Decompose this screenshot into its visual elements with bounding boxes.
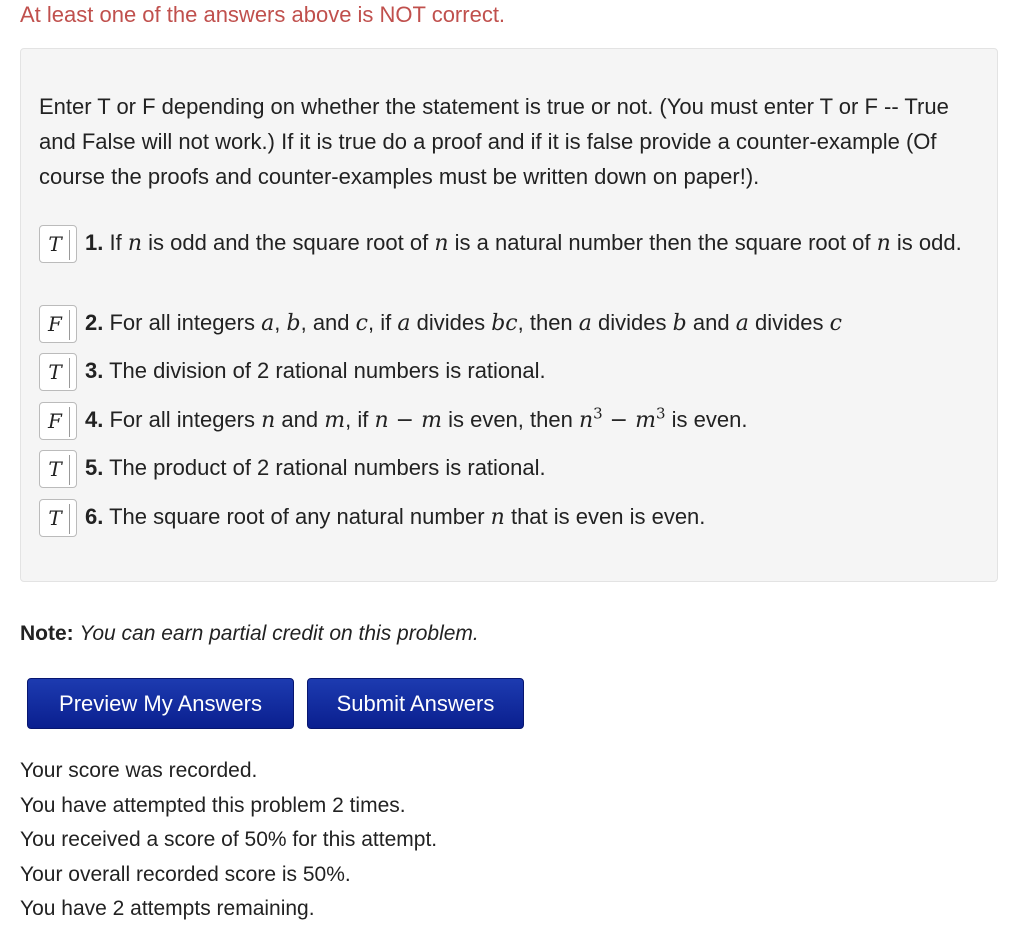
note-text: You can earn partial credit on this problem. bbox=[79, 622, 479, 645]
answer-input-4[interactable] bbox=[39, 402, 77, 440]
question-5 bbox=[39, 450, 546, 488]
text-cursor bbox=[69, 230, 70, 260]
question-number-1: 1. bbox=[85, 230, 104, 255]
math-var: c bbox=[355, 310, 368, 336]
status-line: You have attempted this problem 2 times. bbox=[20, 793, 406, 817]
question-text: that is even is even. bbox=[510, 503, 706, 529]
answer-value-4: F bbox=[48, 409, 62, 433]
feedback-message: At least one of the answers above is NOT correct. bbox=[20, 2, 506, 27]
math-var: n bbox=[578, 407, 594, 433]
preview-answers-button[interactable]: Preview My Answers bbox=[27, 678, 294, 729]
status-line: You have 2 attempts remaining. bbox=[20, 897, 315, 920]
answer-value-3: T bbox=[48, 360, 62, 384]
question-text: The square root of any natural number bbox=[109, 503, 485, 529]
math-var: a bbox=[397, 310, 411, 336]
math-expr bbox=[578, 404, 666, 433]
question-3 bbox=[39, 353, 546, 391]
question-number-3: 3. bbox=[85, 357, 104, 383]
answer-input-5[interactable] bbox=[39, 450, 77, 488]
question-number-2: 2. bbox=[85, 309, 104, 335]
question-text: If bbox=[109, 230, 122, 255]
question-2: F 2. For all integers a, b, and c, if a divides bc, then a divides b and a divides c bbox=[39, 305, 842, 343]
math-var: a bbox=[578, 310, 592, 336]
question-text: then bbox=[529, 309, 573, 335]
question-text: is odd. bbox=[896, 230, 962, 255]
question-text: For all integers bbox=[109, 309, 255, 335]
question-text: divides bbox=[598, 309, 667, 335]
math-var: bc bbox=[491, 310, 518, 336]
math-var: c bbox=[829, 310, 842, 336]
status-line: You received a score of 50% for this attempt. bbox=[20, 828, 438, 851]
question-text: and bbox=[312, 309, 350, 335]
answer-input-6[interactable] bbox=[39, 499, 77, 537]
math-exponent: 3 bbox=[655, 404, 666, 423]
answer-input-2[interactable] bbox=[39, 305, 77, 343]
math-var: m bbox=[635, 407, 656, 433]
problem-instructions: Enter T or F depending on whether the statement is true or not. (You must enter T or F -- True and False will not work.) If it is true do a proof and if it is false provide a counter-example (Of course the proofs and counter-examples must be written down on paper!). bbox=[39, 94, 949, 189]
question-text: and bbox=[692, 309, 730, 335]
math-expr: n − m bbox=[374, 407, 442, 433]
answer-value-2: F bbox=[48, 312, 62, 336]
answer-value-1: T bbox=[48, 232, 62, 257]
score-status bbox=[20, 754, 437, 927]
question-6 bbox=[39, 499, 705, 537]
question-number-5: 5. bbox=[85, 454, 104, 480]
question-text: is a natural number then the square root of bbox=[454, 230, 871, 255]
question-text: For all integers bbox=[109, 406, 255, 432]
question-text: if bbox=[380, 309, 392, 335]
question-text: divides bbox=[416, 309, 486, 335]
question-text: The division of 2 rational numbers is rational. bbox=[109, 357, 546, 383]
question-text: if bbox=[357, 406, 369, 432]
text-cursor bbox=[69, 504, 70, 534]
math-var: n bbox=[876, 231, 891, 256]
text-cursor bbox=[69, 310, 70, 340]
answer-value-5: T bbox=[48, 457, 62, 481]
question-text: is even, then bbox=[448, 406, 573, 432]
question-text: divides bbox=[754, 309, 824, 335]
status-line: Your overall recorded score is 50%. bbox=[20, 862, 351, 886]
submit-answers-button[interactable]: Submit Answers bbox=[307, 678, 524, 729]
note-label: Note: bbox=[20, 622, 74, 645]
question-text: The product of 2 rational numbers is rational. bbox=[109, 454, 546, 480]
question-number-6: 6. bbox=[85, 503, 104, 529]
math-var: n bbox=[434, 231, 449, 256]
question-text: is odd and the square root of bbox=[148, 230, 429, 255]
math-var: b bbox=[286, 310, 301, 336]
math-var: m bbox=[324, 407, 346, 433]
text-cursor bbox=[69, 455, 70, 485]
question-text: and bbox=[281, 406, 319, 432]
question-text: is even. bbox=[671, 406, 748, 432]
status-line: Your score was recorded. bbox=[20, 759, 258, 782]
math-var: n bbox=[490, 504, 505, 530]
question-4: F 4. For all integers n and m, if n − m is even, then $n^3 - m^3$ is even. bbox=[39, 402, 747, 440]
math-var: n bbox=[127, 231, 143, 256]
math-var: a bbox=[735, 310, 749, 336]
problem-panel bbox=[20, 48, 998, 582]
partial-credit-note bbox=[20, 622, 479, 646]
answer-input-1[interactable] bbox=[39, 225, 77, 263]
question-number-4: 4. bbox=[85, 406, 104, 432]
math-var: n bbox=[261, 407, 276, 433]
answer-value-6: T bbox=[48, 506, 62, 530]
question-1 bbox=[39, 223, 984, 264]
answer-input-3[interactable] bbox=[39, 353, 77, 391]
text-cursor bbox=[69, 407, 70, 437]
text-cursor bbox=[69, 358, 70, 388]
math-var: a bbox=[261, 310, 275, 336]
math-var: b bbox=[672, 310, 687, 336]
math-exponent: 3 bbox=[593, 404, 603, 423]
math-operator: − bbox=[609, 407, 629, 433]
